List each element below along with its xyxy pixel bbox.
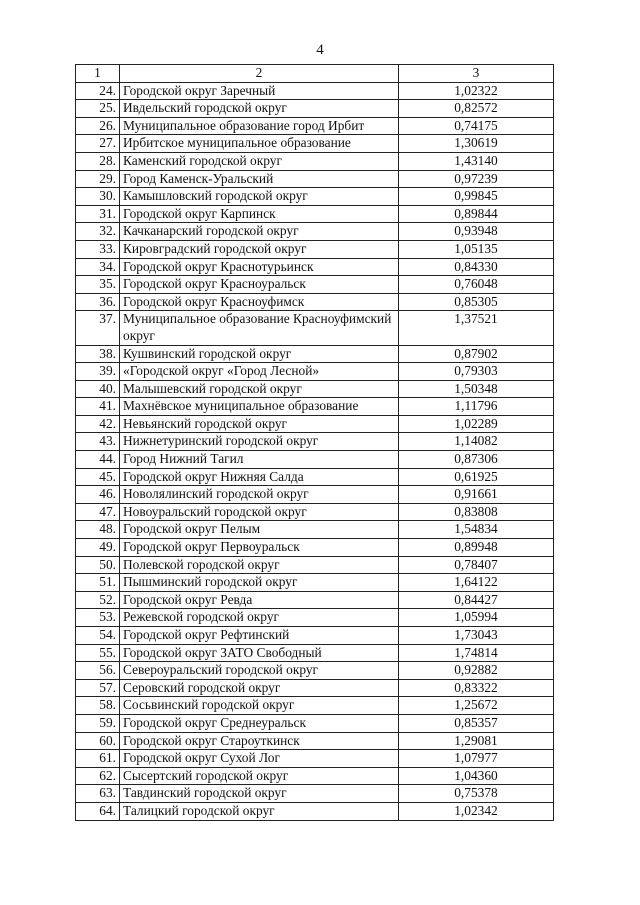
row-name: Кушвинский городской округ — [120, 345, 399, 363]
row-name: Новолялинский городской округ — [120, 486, 399, 504]
row-value: 1,50348 — [399, 380, 554, 398]
row-name: Серовский городской округ — [120, 679, 399, 697]
row-number: 56. — [76, 662, 120, 680]
row-number: 47. — [76, 503, 120, 521]
table-row — [76, 556, 554, 574]
table-row — [76, 767, 554, 785]
row-name: Муниципальное образование город Ирбит — [120, 117, 399, 135]
row-number: 29. — [76, 170, 120, 188]
row-name: Каменский городской округ — [120, 152, 399, 170]
row-number: 28. — [76, 152, 120, 170]
row-value: 0,85305 — [399, 293, 554, 311]
table-row — [76, 363, 554, 381]
row-number: 43. — [76, 433, 120, 451]
row-value: 0,84427 — [399, 591, 554, 609]
row-name: Нижнетуринский городской округ — [120, 433, 399, 451]
row-value: 0,89844 — [399, 205, 554, 223]
row-value: 0,99845 — [399, 188, 554, 206]
table-header-row — [76, 65, 554, 83]
row-name: Городской округ Сухой Лог — [120, 750, 399, 768]
table-body — [76, 82, 554, 820]
table-row — [76, 732, 554, 750]
row-value: 1,43140 — [399, 152, 554, 170]
row-number: 25. — [76, 100, 120, 118]
header-col-2: 2 — [120, 65, 399, 83]
row-value: 1,73043 — [399, 627, 554, 645]
row-value: 1,29081 — [399, 732, 554, 750]
table-row — [76, 380, 554, 398]
table-row — [76, 451, 554, 469]
row-value: 1,30619 — [399, 135, 554, 153]
row-number: 39. — [76, 363, 120, 381]
row-name: Кировградский городской округ — [120, 240, 399, 258]
row-name: Городской округ Красноуральск — [120, 276, 399, 294]
table-row — [76, 697, 554, 715]
row-number: 55. — [76, 644, 120, 662]
table-row — [76, 152, 554, 170]
row-name: Городской округ Красноуфимск — [120, 293, 399, 311]
row-name: Махнёвское муниципальное образование — [120, 398, 399, 416]
row-value: 1,05994 — [399, 609, 554, 627]
row-value: 0,83322 — [399, 679, 554, 697]
row-number: 46. — [76, 486, 120, 504]
row-value: 0,92882 — [399, 662, 554, 680]
table-row — [76, 100, 554, 118]
table-row — [76, 714, 554, 732]
row-value: 0,82572 — [399, 100, 554, 118]
table-row — [76, 117, 554, 135]
row-name: Городской округ Краснотурьинск — [120, 258, 399, 276]
row-number: 27. — [76, 135, 120, 153]
row-number: 49. — [76, 539, 120, 557]
row-name: Североуральский городской округ — [120, 662, 399, 680]
table-row — [76, 750, 554, 768]
row-number: 59. — [76, 714, 120, 732]
header-col-3: 3 — [399, 65, 554, 83]
row-value: 0,87306 — [399, 451, 554, 469]
row-name: Город Нижний Тагил — [120, 451, 399, 469]
row-name: «Городской округ «Город Лесной» — [120, 363, 399, 381]
row-value: 1,02289 — [399, 415, 554, 433]
row-value: 1,04360 — [399, 767, 554, 785]
row-name: Городской округ Староуткинск — [120, 732, 399, 750]
row-name: Городской округ Пелым — [120, 521, 399, 539]
row-name: Камышловский городской округ — [120, 188, 399, 206]
table-row — [76, 311, 554, 345]
row-number: 58. — [76, 697, 120, 715]
table-row — [76, 276, 554, 294]
row-value: 0,75378 — [399, 785, 554, 803]
row-name: Ивдельский городской округ — [120, 100, 399, 118]
row-value: 0,79303 — [399, 363, 554, 381]
row-number: 44. — [76, 451, 120, 469]
row-number: 32. — [76, 223, 120, 241]
table-row — [76, 627, 554, 645]
row-number: 36. — [76, 293, 120, 311]
table-row — [76, 785, 554, 803]
row-number: 52. — [76, 591, 120, 609]
row-name: Городской округ Рефтинский — [120, 627, 399, 645]
table-row — [76, 503, 554, 521]
row-number: 35. — [76, 276, 120, 294]
row-name: Качканарский городской округ — [120, 223, 399, 241]
header-col-1: 1 — [76, 65, 120, 83]
row-value: 0,78407 — [399, 556, 554, 574]
table-row — [76, 591, 554, 609]
table-row — [76, 609, 554, 627]
row-value: 1,25672 — [399, 697, 554, 715]
row-number: 50. — [76, 556, 120, 574]
row-number: 33. — [76, 240, 120, 258]
row-number: 38. — [76, 345, 120, 363]
row-number: 48. — [76, 521, 120, 539]
table-row — [76, 468, 554, 486]
row-name: Полевской городской округ — [120, 556, 399, 574]
table-row — [76, 802, 554, 820]
row-name: Пышминский городской округ — [120, 574, 399, 592]
row-value: 0,84330 — [399, 258, 554, 276]
row-number: 30. — [76, 188, 120, 206]
row-value: 1,05135 — [399, 240, 554, 258]
row-number: 64. — [76, 802, 120, 820]
row-number: 57. — [76, 679, 120, 697]
row-number: 62. — [76, 767, 120, 785]
table-row — [76, 293, 554, 311]
row-name: Тавдинский городской округ — [120, 785, 399, 803]
table-row — [76, 223, 554, 241]
row-value: 1,07977 — [399, 750, 554, 768]
row-number: 24. — [76, 82, 120, 100]
table-row — [76, 679, 554, 697]
row-name: Режевской городской округ — [120, 609, 399, 627]
row-value: 0,83808 — [399, 503, 554, 521]
row-value: 1,37521 — [399, 311, 554, 345]
row-number: 63. — [76, 785, 120, 803]
table-row — [76, 170, 554, 188]
row-number: 51. — [76, 574, 120, 592]
row-number: 45. — [76, 468, 120, 486]
table-row — [76, 398, 554, 416]
row-number: 31. — [76, 205, 120, 223]
coefficients-table — [75, 64, 554, 821]
row-number: 42. — [76, 415, 120, 433]
row-name: Муниципальное образование Красноуфимский округ — [120, 311, 399, 345]
table-row — [76, 539, 554, 557]
row-name: Талицкий городской округ — [120, 802, 399, 820]
row-name: Сысертский городской округ — [120, 767, 399, 785]
row-value: 0,87902 — [399, 345, 554, 363]
row-number: 61. — [76, 750, 120, 768]
row-value: 1,02342 — [399, 802, 554, 820]
table-row — [76, 433, 554, 451]
table-row — [76, 205, 554, 223]
row-number: 37. — [76, 311, 120, 345]
table-row — [76, 135, 554, 153]
row-number: 60. — [76, 732, 120, 750]
table-row — [76, 521, 554, 539]
row-name: Городской округ Карпинск — [120, 205, 399, 223]
page-number: 4 — [316, 42, 324, 58]
row-name: Городской округ Заречный — [120, 82, 399, 100]
row-value: 1,14082 — [399, 433, 554, 451]
row-name: Ирбитское муниципальное образование — [120, 135, 399, 153]
row-number: 34. — [76, 258, 120, 276]
table-row — [76, 486, 554, 504]
row-value: 0,89948 — [399, 539, 554, 557]
row-name: Городской округ Среднеуральск — [120, 714, 399, 732]
table-row — [76, 258, 554, 276]
row-name: Городской округ ЗАТО Свободный — [120, 644, 399, 662]
row-value: 0,61925 — [399, 468, 554, 486]
row-number: 53. — [76, 609, 120, 627]
row-name: Городской округ Первоуральск — [120, 539, 399, 557]
row-name: Городской округ Ревда — [120, 591, 399, 609]
row-name: Новоуральский городской округ — [120, 503, 399, 521]
row-value: 0,76048 — [399, 276, 554, 294]
table-row — [76, 82, 554, 100]
row-number: 26. — [76, 117, 120, 135]
row-name: Малышевский городской округ — [120, 380, 399, 398]
row-number: 41. — [76, 398, 120, 416]
row-name: Город Каменск-Уральский — [120, 170, 399, 188]
row-value: 0,91661 — [399, 486, 554, 504]
table-row — [76, 415, 554, 433]
row-name: Сосьвинский городской округ — [120, 697, 399, 715]
row-value: 0,97239 — [399, 170, 554, 188]
row-value: 1,02322 — [399, 82, 554, 100]
row-name: Городской округ Нижняя Салда — [120, 468, 399, 486]
table-row — [76, 188, 554, 206]
table-row — [76, 662, 554, 680]
row-value: 0,85357 — [399, 714, 554, 732]
row-number: 54. — [76, 627, 120, 645]
row-value: 0,74175 — [399, 117, 554, 135]
row-value: 1,64122 — [399, 574, 554, 592]
table-row — [76, 240, 554, 258]
row-number: 40. — [76, 380, 120, 398]
table-row — [76, 644, 554, 662]
table-row — [76, 574, 554, 592]
row-value: 0,93948 — [399, 223, 554, 241]
row-value: 1,54834 — [399, 521, 554, 539]
row-value: 1,74814 — [399, 644, 554, 662]
table-row — [76, 345, 554, 363]
row-value: 1,11796 — [399, 398, 554, 416]
row-name: Невьянский городской округ — [120, 415, 399, 433]
